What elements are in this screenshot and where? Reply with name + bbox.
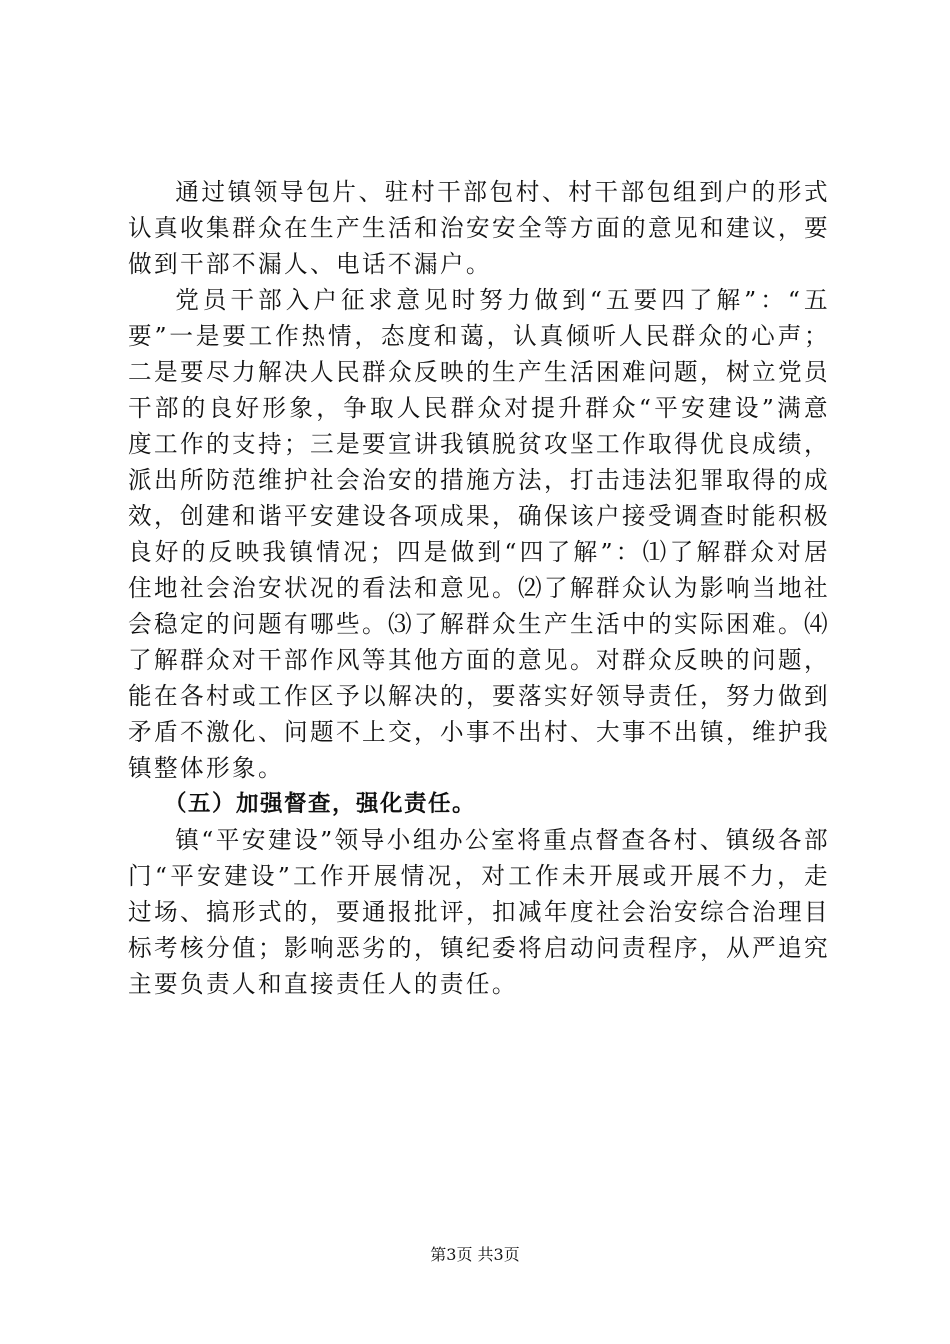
page-footer: 第3页 共3页 — [430, 1245, 520, 1264]
section-heading-supervision: （五）加强督查，强化责任。 — [164, 791, 477, 817]
paragraph-collect-opinions: 通过镇领导包片、驻村干部包村、村干部包组到户的形式认真收集群众在生产生活和治安安全等方面的意见和建议，要做到干部不漏人、电话不漏户。 — [128, 178, 830, 278]
document-body — [128, 174, 830, 1002]
paragraph-five-musts-four-understandings: 党员干部入户征求意见时努力做到“五要四了解”：“五要”一是要工作热情，态度和蔼，认真倾听人民群众的心声；二是要尽力解决人民群众反映的生产生活困难问题，树立党员干部的良好形象，争取人民群众对提升群众“平安建设”满意度工作的支持；三是要宣讲我镇脱贫攻坚工作取得优良成绩，派出所防范维护社会治安的措施方法，打击违法犯罪取得的成效，创建和谐平安建设各项成果，确保该户接受调查时能积极良好的反映我镇情况；四是做到“四了解”：⑴了解群众对居住地社会治安状况的看法和意见。⑵了解群众认为影响当地社会稳定的问题有哪些。⑶了解群众生产生活中的实际困难。⑷了解群众对干部作风等其他方面的意见。对群众反映的问题，能在各村或工作区予以解决的，要落实好领导责任，努力做到矛盾不激化、问题不上交，小事不出村、大事不出镇，维护我镇整体形象。 — [128, 286, 830, 782]
paragraph-supervision: 镇“平安建设”领导小组办公室将重点督查各村、镇级各部门“平安建设”工作开展情况，对工作未开展或开展不力，走过场、搞形式的，要通报批评，扣减年度社会治安综合治理目标考核分值；影响恶劣的，镇纪委将启动问责程序，从严追究主要负责人和直接责任人的责任。 — [128, 826, 830, 998]
